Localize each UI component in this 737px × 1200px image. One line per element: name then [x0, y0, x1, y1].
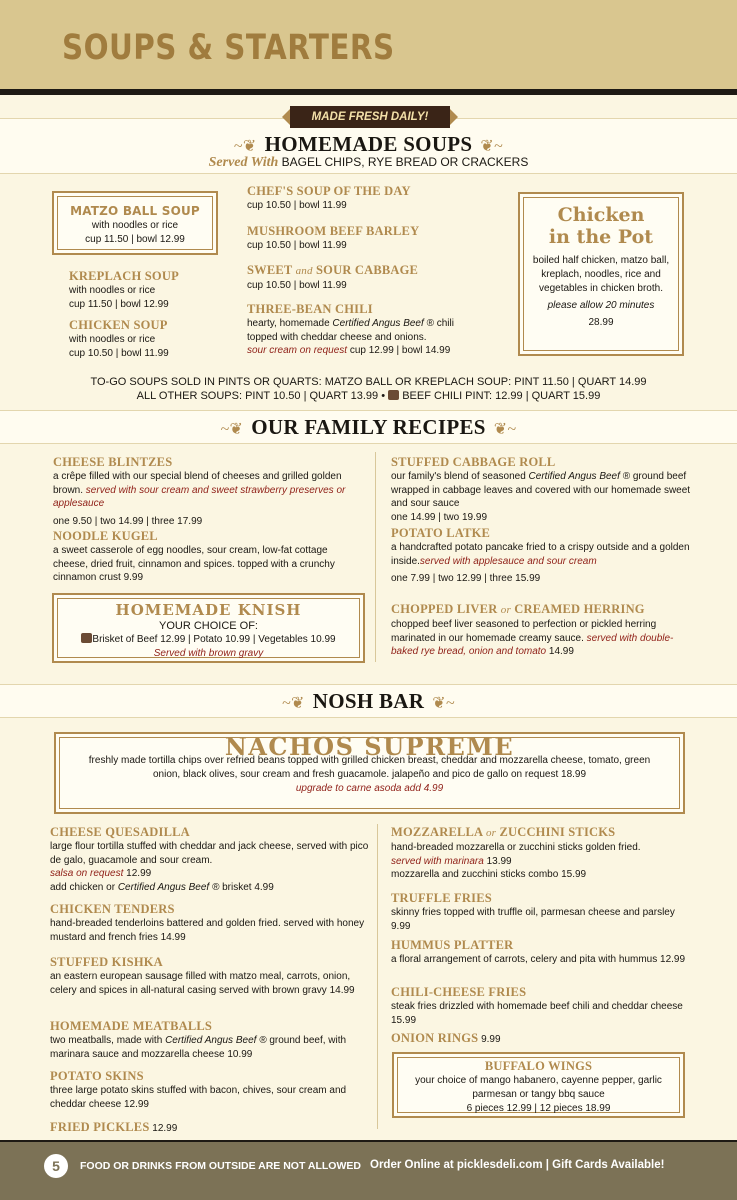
homemade-knish-box [52, 593, 365, 663]
potato-skins: POTATO SKINS three large potato skins stuffed with bacon, chives, sour cream and cheddar cheese 12.99 [50, 1069, 347, 1110]
flourish-ornament-icon: ~❦ [233, 138, 257, 155]
chicken-pot-desc: boiled half chicken, matzo ball, kreplach, noodles, rice and vegetables in chicken broth. [532, 255, 670, 294]
mushroom-barley: MUSHROOM BEEF BARLEY cup 10.50 | bowl 11.99 [247, 224, 420, 251]
chopped-liver-herring: CHOPPED LIVER or CREAMED HERRING chopped beef liver seasoned to perfection or pickled herring marinated in our homemade creamy sauce. served with double-baked rye bread, onion and tomato 14.99 [391, 602, 674, 657]
chefs-soup: CHEF'S SOUP OF THE DAY cup 10.50 | bowl 11.99 [247, 184, 411, 211]
soups-served-with: Served With BAGEL CHIPS, RYE BREAD OR CRACKERS [208, 155, 529, 170]
flourish-ornament-icon: ~❦ [282, 695, 305, 712]
matzo-ball-box [52, 191, 218, 255]
header-divider [0, 89, 737, 95]
knish-choice: YOUR CHOICE OF: [158, 620, 258, 632]
nachos-desc: freshly made tortilla chips over refried beans topped with grilled chicken breast, cheddar and mozzarella cheese, tomato, green onion, black olives, sour cream and fresh guacamole. jalapeño and pico de gallo on request 18.99 [88, 755, 651, 780]
matzo-ball-price: cup 11.50 | bowl 12.99 [85, 234, 185, 245]
matzo-ball-name: MATZO BALL SOUP [70, 204, 200, 218]
stuffed-cabbage-roll: STUFFED CABBAGE ROLL our family's blend of seasoned Certified Angus Beef ® ground beef wrapped in cabbage leaves and covered with our homemade sweet and sour sauce one 14.99 | two 19.99 [391, 455, 691, 523]
to-go-soups: TO-GO SOUPS SOLD IN PINTS OR QUARTS: MATZO BALL OR KREPLACH SOUP: PINT 11.50 | QUART 14.99 ALL OTHER SOUPS: PINT 10.50 | QUART 13.99 • BEEF CHILI PINT: 12.99 | QUART 15.99 [90, 376, 647, 402]
knish-note: Served with brown gravy [153, 648, 264, 659]
header-bar [0, 0, 737, 90]
matzo-ball-desc: with noodles or rice [91, 220, 179, 231]
noodle-kugel: NOODLE KUGEL a sweet casserole of egg noodles, sour cream, low-fat cottage cheese, dried fruit, cinnamon and spices. topped with a crunchy cinnamon crust 9.99 [53, 529, 335, 583]
chicken-in-the-pot-box [518, 192, 684, 356]
kreplach-soup: KREPLACH SOUP with noodles or rice cup 11.50 | bowl 12.99 [69, 269, 179, 310]
flourish-ornament-icon: ❦~ [432, 695, 455, 712]
nosh-title: ~❦ NOSH BAR ❦~ [282, 689, 455, 713]
cheese-blintzes: CHEESE BLINTZES a crêpe filled with our special blend of cheeses and grilled golden brown. served with sour cream and sweet strawberry preserves or applesauce one 9.50 | two 14.99 | three 17.99 [53, 455, 346, 527]
three-bean-chili: THREE-BEAN CHILI hearty, homemade Certified Angus Beef ® chili topped with cheddar cheese and onions. sour cream on request cup 12.99 | bowl 14.99 [247, 302, 454, 356]
page-title: SOUPS & STARTERS [62, 28, 395, 68]
potato-latke: POTATO LATKE a handcrafted potato pancake fried to a crispy outside and a golden inside.served with applesauce and sour cream one 7.99 | two 12.99 | three 15.99 [391, 526, 690, 584]
flourish-ornament-icon: ❦~ [480, 138, 504, 155]
chicken-tenders: CHICKEN TENDERS hand-breaded tenderloins battered and golden fried. served with honey mustard and french fries 14.99 [50, 902, 365, 943]
family-title: ~❦ OUR FAMILY RECIPES ❦~ [220, 415, 517, 439]
soups-title: ~❦ HOMEMADE SOUPS ❦~ [233, 132, 504, 156]
truffle-fries: TRUFFLE FRIES skinny fries topped with truffle oil, parmesan cheese and parsley 9.99 [391, 891, 675, 932]
outside-food-notice: FOOD OR DRINKS FROM OUTSIDE ARE NOT ALLOWED [80, 1160, 361, 1172]
cheese-quesadilla: CHEESE QUESADILLA large flour tortilla stuffed with cheddar and jack cheese, served with pico de galo, guacamole and sour cream. salsa on request 12.99 add chicken or Certified Angus Beef ® brisket 4.99 [50, 825, 369, 893]
buffalo-wings-name: BUFFALO WINGS [484, 1059, 593, 1073]
onion-rings: ONION RINGS 9.99 [391, 1031, 501, 1045]
made-fresh-ribbon: MADE FRESH DAILY! [290, 106, 450, 128]
chicken-soup: CHICKEN SOUP with noodles or rice cup 10.50 | bowl 11.99 [69, 318, 169, 359]
fried-pickles: FRIED PICKLES 12.99 [50, 1120, 178, 1134]
footer-bar [0, 1142, 737, 1200]
sweet-sour-cabbage: SWEET and SOUR CABBAGE cup 10.50 | bowl 11.99 [247, 263, 419, 291]
nachos-note: upgrade to carne asoda add 4.99 [295, 783, 444, 794]
signature-badge-icon [81, 633, 92, 643]
buffalo-wings-box [392, 1052, 685, 1118]
mozzarella-zucchini-sticks: MOZZARELLA or ZUCCHINI STICKS hand-breaded mozzarella or zucchini sticks golden fried. served with marinara 13.99 mozzarella and zucchini sticks combo 15.99 [391, 825, 641, 880]
nachos-supreme-box [54, 732, 685, 814]
page-number: 5 [44, 1154, 68, 1178]
knish-options: Brisket of Beef 12.99 | Potato 10.99 | Vegetables 10.99 [54, 633, 363, 647]
chicken-pot-note: please allow 20 minutes [547, 300, 655, 311]
column-divider [377, 824, 378, 1129]
chili-cheese-fries: CHILI-CHEESE FRIES steak fries drizzled with homemade beef chili and cheddar cheese 15.99 [391, 985, 683, 1026]
nachos-title: NACHOS SUPREME [224, 732, 515, 761]
column-divider [375, 452, 376, 662]
signature-badge-icon [388, 390, 399, 400]
knish-title: HOMEMADE KNISH [115, 601, 302, 619]
order-online-link[interactable]: Order Online at picklesdeli.com | Gift Cards Available! [370, 1159, 665, 1171]
hummus-platter: HUMMUS PLATTER a floral arrangement of carrots, celery and pita with hummus 12.99 [391, 938, 686, 965]
buffalo-wings-price: 6 pieces 12.99 | 12 pieces 18.99 [466, 1103, 611, 1114]
homemade-meatballs: HOMEMADE MEATBALLS two meatballs, made with Certified Angus Beef ® ground beef, with marinara sauce and mozzarella cheese 10.99 [50, 1019, 347, 1060]
stuffed-kishka: STUFFED KISHKA an eastern european sausage filled with matzo meal, carrots, onion, celery and spices in all-natural casing served with brown gravy 14.99 [50, 955, 355, 996]
flourish-ornament-icon: ❦~ [493, 421, 517, 438]
chicken-pot-price: 28.99 [588, 317, 614, 328]
buffalo-wings-desc: your choice of mango habanero, cayenne pepper, garlic parmesan or tangy bbq sauce [415, 1075, 662, 1100]
chicken-pot-title: Chicken in the Pot [548, 204, 654, 248]
flourish-ornament-icon: ~❦ [220, 421, 244, 438]
